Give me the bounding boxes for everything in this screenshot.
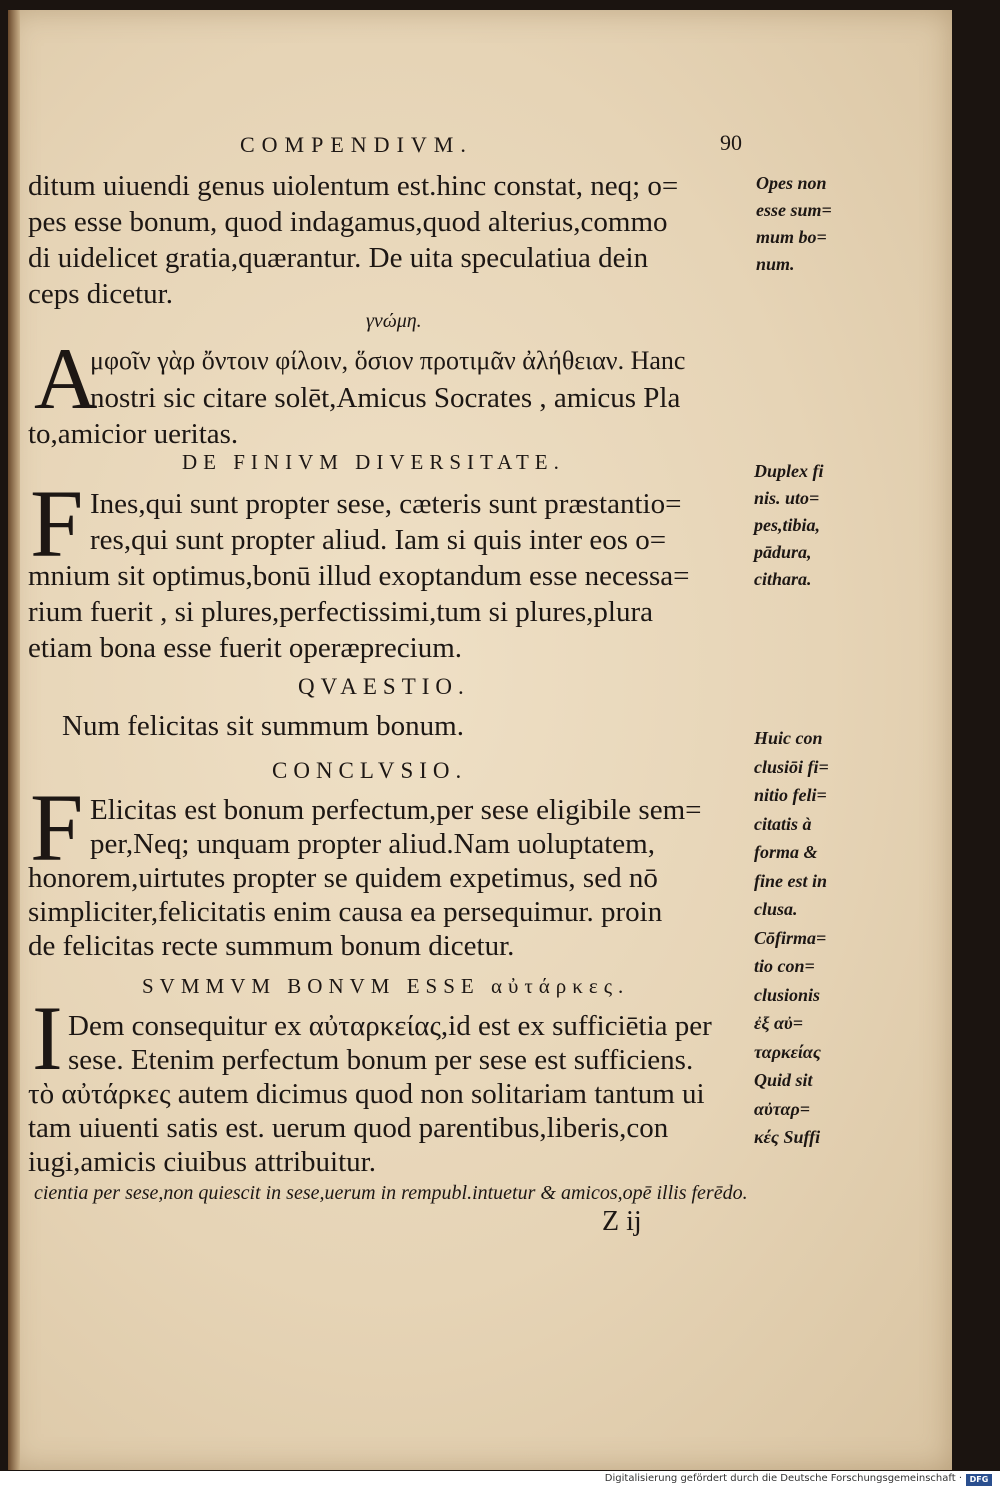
body-line: per,Neq; unquam propter aliud.Nam uoluptatem,: [90, 828, 655, 860]
footer-credit-text: Digitalisierung gefördert durch die Deutsche Forschungsgemeinschaft ·: [604, 1473, 962, 1484]
drop-cap-a: A: [34, 331, 98, 428]
drop-cap-f: F: [30, 774, 84, 881]
body-line: etiam bona esse fuerit operæprecium.: [28, 632, 463, 664]
book-binding-edge: [8, 10, 20, 1470]
body-line: pes esse bonum, quod indagamus,quod alterius,commo: [28, 206, 668, 238]
body-line: Dem consequitur ex αὐταρκείας,id est ex sufficiētia per: [68, 1010, 712, 1042]
body-line: τὸ αὐτάρκες autem dicimus quod non solitariam tantum ui: [28, 1078, 705, 1110]
body-line: iugi,amicis ciuibus attribuitur.: [28, 1146, 376, 1178]
body-line: rium fuerit , si plures,perfectissimi,tum si plures,plura: [28, 596, 653, 628]
body-line: honorem,uirtutes propter se quidem expetimus, sed nō: [28, 862, 658, 894]
body-line: to,amicior ueritas.: [28, 418, 239, 450]
body-line: res,qui sunt propter aliud. Iam si quis inter eos o=: [90, 524, 667, 556]
marginal-note: Duplex fi nis. uto= pes,tibia, pādura, cithara.: [754, 461, 824, 589]
body-line: simpliciter,felicitatis enim causa ea persequimur. proin: [28, 896, 663, 928]
body-line: de felicitas recte summum bonum dicetur.: [28, 930, 515, 962]
body-line: nostri sic citare solēt,Amicus Socrates , amicus Pla: [90, 382, 681, 414]
body-line: Ines,qui sunt propter sese, cæteris sunt præstantio=: [90, 488, 682, 520]
section-heading: SVMMVM BONVM ESSE αὐτάρκες.: [142, 974, 630, 998]
running-head: COMPENDIVM.: [240, 132, 473, 157]
book-page: [8, 10, 952, 1470]
section-heading: DE FINIVM DIVERSITATE.: [182, 450, 565, 474]
marginal-note: Opes non esse sum= mum bo= num.: [756, 173, 832, 274]
signature-mark: Z ij: [602, 1206, 642, 1237]
drop-cap-i: I: [32, 987, 63, 1089]
section-heading: QVAESTIO.: [298, 674, 470, 699]
quaestio-line: Num felicitas sit summum bonum.: [62, 710, 464, 742]
marginal-note: Huic con clusiōi fi= nitio feli= citatis à forma & fine est in clusa. Cōfirma= tio con= clusionis ἐξ αὐ= ταρκείας Quid sit αὐταρ= κές Suffi: [754, 728, 829, 1147]
body-line: ceps dicetur.: [28, 278, 173, 310]
body-line: mnium sit optimus,bonū illud exoptandum esse necessa=: [28, 560, 690, 592]
body-line: sese. Etenim perfectum bonum per sese est sufficiens.: [68, 1044, 694, 1076]
body-line: tam uiuenti satis est. uerum quod parentibus,liberis,con: [28, 1112, 669, 1144]
digitization-footer: [0, 1471, 1000, 1489]
body-line: di uidelicet gratia,quærantur. De uita speculatiua dein: [28, 242, 649, 274]
dfg-logo-icon: DFG: [966, 1474, 992, 1486]
body-line: ditum uiuendi genus uiolentum est.hinc constat, neq; o=: [28, 170, 679, 202]
marginal-continuation: cientia per sese,non quiescit in sese,uerum in rempubl.intuetur & amicos,opē illis ferēdo.: [34, 1182, 748, 1204]
gnome-heading: γνώμη.: [366, 310, 422, 332]
folio-number: 90: [720, 130, 742, 155]
section-heading: CONCLVSIO.: [272, 758, 468, 783]
body-line: Elicitas est bonum perfectum,per sese eligibile sem=: [90, 794, 702, 826]
body-line: μφοῖν γὰρ ὄντοιν φίλοιν, ὅσιον προτιμᾶν ἀλήθειαν. Hanc: [90, 346, 686, 375]
drop-cap-f: F: [30, 470, 84, 577]
